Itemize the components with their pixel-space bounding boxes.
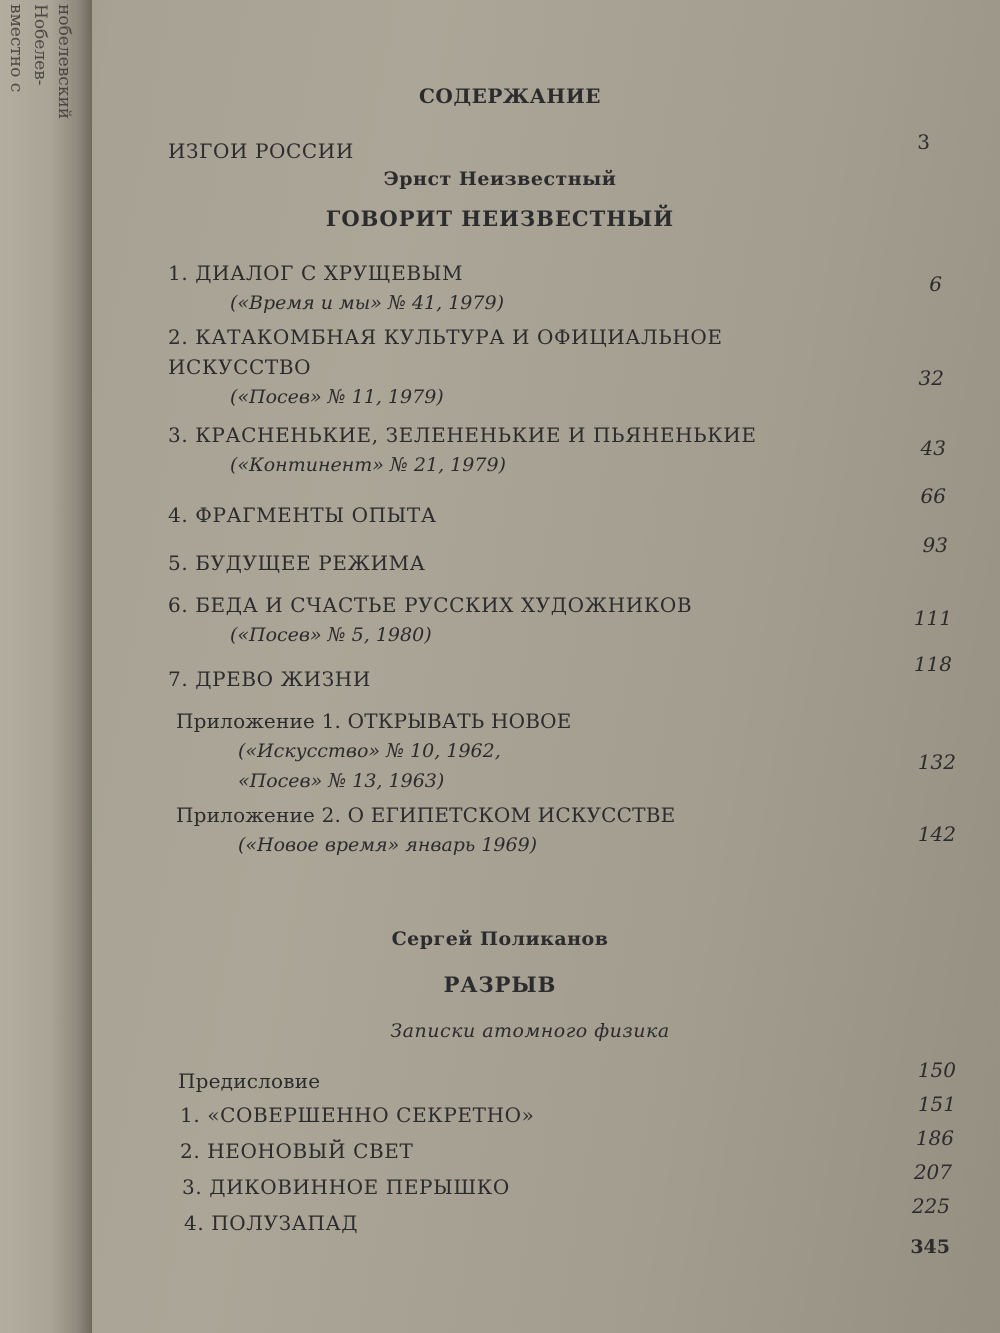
toc-entry — [168, 322, 798, 412]
entry-title: 4. ФРАГМЕНТЫ ОПЫТА — [168, 503, 437, 527]
toc-entry — [168, 258, 798, 318]
entry-title: 7. ДРЕВО ЖИЗНИ — [168, 667, 371, 691]
entry-source: («Континент» № 21, 1979) — [230, 454, 506, 476]
entry-title: 2. КАТАКОМБНАЯ КУЛЬТУРА И ОФИЦИАЛЬНОЕ — [168, 325, 723, 349]
entry-title: 3. КРАСНЕНЬКИЕ, ЗЕЛЕНЕНЬКИЕ И ПЬЯНЕНЬКИЕ — [168, 423, 757, 447]
toc-entry — [182, 1172, 812, 1202]
entry-page: 151 — [917, 1092, 956, 1116]
toc-entry — [184, 1208, 814, 1238]
author-name: Эрнст Неизвестный — [383, 168, 617, 190]
entry-page: 186 — [915, 1126, 954, 1150]
toc-entry — [168, 500, 798, 530]
work-subtitle: Записки атомного физика — [390, 1020, 670, 1042]
entry-title: 1. ДИАЛОГ С ХРУЩЕВЫМ — [168, 261, 464, 285]
entry-page: 132 — [917, 750, 956, 774]
entry-page: 150 — [917, 1058, 956, 1082]
entry-title: 6. БЕДА И СЧАСТЬЕ РУССКИХ ХУДОЖНИКОВ — [168, 593, 693, 617]
toc-entry — [168, 548, 798, 578]
author-name: Сергей Поликанов — [391, 928, 609, 950]
toc-entry — [168, 664, 798, 694]
toc-entry — [180, 1100, 810, 1130]
work-title: ГОВОРИТ НЕИЗВЕСТНЫЙ — [325, 206, 675, 231]
entry-page: 111 — [913, 606, 952, 630]
toc-entry — [176, 800, 806, 860]
toc-entry — [178, 1066, 808, 1096]
entry-page: 225 — [911, 1194, 950, 1218]
entry-title: ИЗГОИ РОССИИ — [168, 139, 354, 163]
entry-source: («Новое время» январь 1969) — [238, 834, 538, 856]
contents-heading: СОДЕРЖАНИЕ — [419, 84, 601, 108]
toc-entry — [176, 706, 806, 796]
entry-title: 4. ПОЛУЗАПАД — [184, 1211, 359, 1235]
entry-title: Приложение 2. О ЕГИПЕТСКОМ ИСКУССТВЕ — [176, 803, 676, 827]
entry-source: («Время и мы» № 41, 1979) — [230, 292, 504, 314]
entry-title: 1. «СОВЕРШЕННО СЕКРЕТНО» — [180, 1103, 535, 1127]
entry-page: 43 — [920, 436, 946, 460]
toc-entry-intro — [168, 136, 798, 166]
entry-source: («Посев» № 5, 1980) — [230, 624, 432, 646]
work-title: РАЗРЫВ — [443, 972, 557, 997]
entry-title: 3. ДИКОВИННОЕ ПЕРЫШКО — [182, 1175, 510, 1199]
left-page-line: вместно с — [6, 4, 26, 93]
entry-title-continued: ИСКУССТВО — [168, 355, 312, 379]
entry-page: 207 — [913, 1160, 952, 1184]
entry-page: 118 — [913, 652, 952, 676]
entry-page: 6 — [929, 272, 942, 296]
entry-title: Предисловие — [178, 1069, 321, 1093]
toc-entry — [168, 420, 798, 480]
left-page-line: нобелевский — [54, 4, 74, 120]
entry-page: 93 — [922, 533, 948, 557]
entry-source: («Посев» № 11, 1979) — [230, 386, 444, 408]
entry-page: 66 — [920, 484, 946, 508]
page-number: 345 — [910, 1236, 950, 1258]
entry-title: 5. БУДУЩЕЕ РЕЖИМА — [168, 551, 426, 575]
entry-title: 2. НЕОНОВЫЙ СВЕТ — [180, 1139, 414, 1163]
entry-page: 3 — [917, 130, 930, 154]
entry-title: Приложение 1. ОТКРЫВАТЬ НОВОЕ — [176, 709, 572, 733]
entry-page: 142 — [917, 822, 956, 846]
toc-entry — [180, 1136, 810, 1166]
toc-entry — [168, 590, 798, 650]
entry-source-continued: «Посев» № 13, 1963) — [238, 770, 445, 792]
entry-source: («Искусство» № 10, 1962, — [238, 740, 501, 762]
left-page-line: Нобелев- — [30, 4, 50, 86]
entry-page: 32 — [918, 366, 944, 390]
